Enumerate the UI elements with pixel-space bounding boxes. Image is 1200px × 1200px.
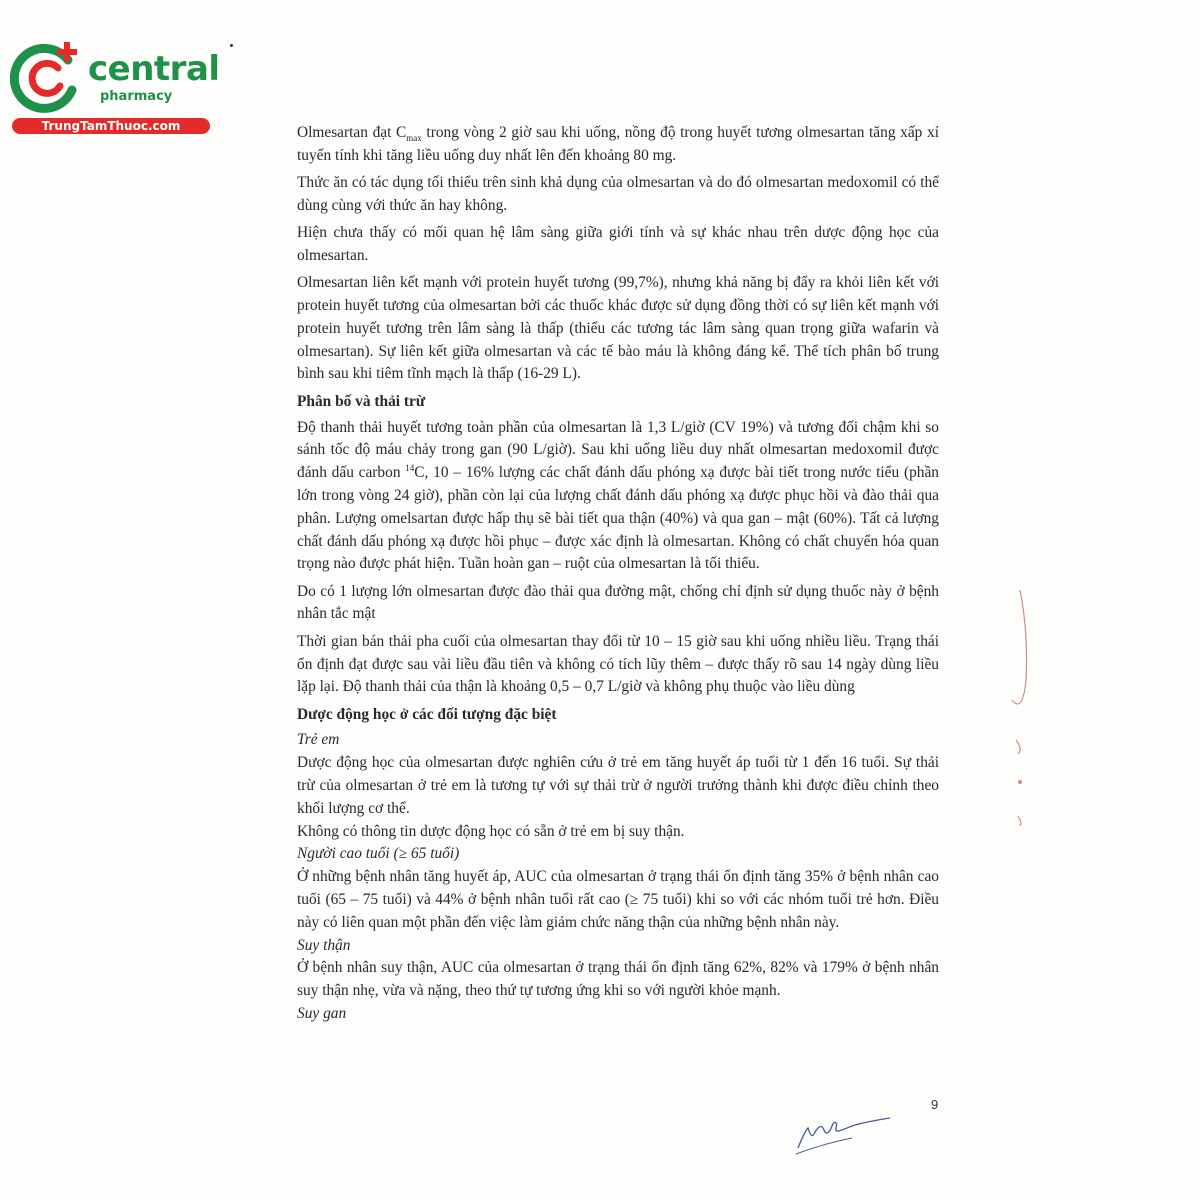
paragraph-clearance: Độ thanh thải huyết tương toàn phần của olmesartan là 1,3 L/giờ (CV 19%) và tương đối chậm khi so sánh tốc độ máu chảy trong gan (90 L/giờ). Sau khi uống liều duy nhất olmesartan medoxomil được đánh dấu carbon $^{14}$C, 10 – 16% lượng các chất đánh dấu phóng xạ được bài tiết trong nước tiểu (phần lớn trong vòng 24 giờ), phần còn lại của lượng chất đánh dấu phóng xạ được phục hồi và đào thải qua phân. Lượng omelsartan được hấp thụ sẽ bài tiết qua thận (40%) và qua gan – mật (60%). Tất cả lượng chất đánh dấu phóng xạ được hồi phục – được xác định là olmesartan. Không có chất chuyển hóa quan trọng nào được phát hiện. Tuần hoàn gan – ruột của olmesartan là tối thiểu. — [297, 418, 939, 573]
brand-name: central — [88, 49, 220, 89]
paragraph-biliary: Do có 1 lượng lớn olmesartan được đào thải qua đường mật, chống chỉ định sử dụng thuốc này ở bệnh nhân tắc mật — [297, 582, 939, 623]
speck — [230, 44, 233, 47]
pharmacy-cross-icon — [10, 38, 90, 118]
page-number: 9 — [931, 1097, 939, 1112]
site-url-banner[interactable]: TrungTamThuoc.com — [12, 118, 210, 134]
subheading-hepatic-impairment: Suy gan — [297, 1004, 347, 1022]
stamp-fragment-icon — [1002, 590, 1042, 830]
central-pharmacy-logo[interactable] — [10, 38, 220, 138]
brand-subtitle: pharmacy — [100, 89, 173, 104]
subheading-elderly: Người cao tuổi (≥ 65 tuổi) — [297, 845, 460, 863]
paragraph-children: Dược động học của olmesartan được nghiên cứu ở trẻ em tăng huyết áp tuổi từ 1 đến 16 tuổi. Sự thải trừ của olmesartan ở trẻ em là tương tự với sự thải trừ ở người trưởng thành khi được điều chỉnh theo khối lượng cơ thể. — [297, 754, 939, 817]
paragraph-absorption: Olmesartan đạt $C_{max}$ trong vòng 2 giờ sau khi uống, nồng độ trong huyết tương olmesartan tăng xấp xỉ tuyến tính khi tăng liều uống duy nhất lên đến khoảng 80 mg. — [297, 124, 939, 164]
heading-special-populations: Dược động học ở các đối tượng đặc biệt — [297, 705, 557, 723]
paragraph-children-renal: Không có thông tin dược động học có sẵn ở trẻ em bị suy thận. — [297, 822, 685, 840]
subheading-renal-impairment: Suy thận — [297, 936, 351, 954]
subheading-children: Trẻ em — [297, 731, 340, 749]
document-body — [297, 122, 939, 1026]
signature-icon — [792, 1108, 902, 1158]
paragraph-gender: Hiện chưa thấy có mối quan hệ lâm sàng giữa giới tính và sự khác nhau trên dược động học của olmesartan. — [297, 224, 939, 264]
paragraph-protein-binding: Olmesartan liên kết mạnh với protein huyết tương (99,7%), nhưng khả năng bị đẩy ra khỏi liên kết với protein huyết tương của olmesartan bởi các thuốc khác được sử dụng đồng thời có sự liên kết mạnh với protein huyết tương trên lâm sàng là thấp (thiếu các tương tác lâm sàng quan trọng giữa wafarin và olmesartan). Sự liên kết giữa olmesartan và các tế bào máu là không đáng kể. Thể tích phân bố trung bình sau khi tiêm tĩnh mạch là thấp (16-29 L). — [297, 274, 939, 383]
paragraph-half-life: Thời gian bán thải pha cuối của olmesartan thay đổi từ 10 – 15 giờ sau khi uống nhiều liều. Trạng thái ổn định đạt được sau vài liều đầu tiên và không có tích lũy thêm – được thấy rõ sau 14 ngày dùng liều lặp lại. Độ thanh thải của thận là khoảng 0,5 – 0,7 L/giờ và không phụ thuộc vào liều dùng — [297, 632, 939, 696]
paragraph-food-effect: Thức ăn có tác dụng tối thiểu trên sinh khả dụng của olmesartan và do đó olmesartan medoxomil có thể dùng cùng với thức ăn hay không. — [297, 174, 939, 214]
paragraph-elderly: Ở những bệnh nhân tăng huyết áp, AUC của olmesartan ở trạng thái ổn định tăng 35% ở bệnh nhân cao tuổi (65 – 75 tuổi) và 44% ở bệnh nhân tuổi rất cao (≥ 75 tuổi) khi so với các nhóm tuổi trẻ hơn. Điều này có liên quan một phần đến việc làm giảm chức năng thận của những bệnh nhân này. — [297, 868, 939, 931]
heading-distribution-elimination: Phân bố và thải trừ — [297, 392, 426, 410]
paragraph-renal-impairment: Ở bệnh nhân suy thận, AUC của olmesartan ở trạng thái ổn định tăng 62%, 82% và 179% ở bệnh nhân suy thận nhẹ, vừa và nặng, theo thứ tự tương ứng khi so với người khỏe mạnh. — [297, 959, 939, 1000]
